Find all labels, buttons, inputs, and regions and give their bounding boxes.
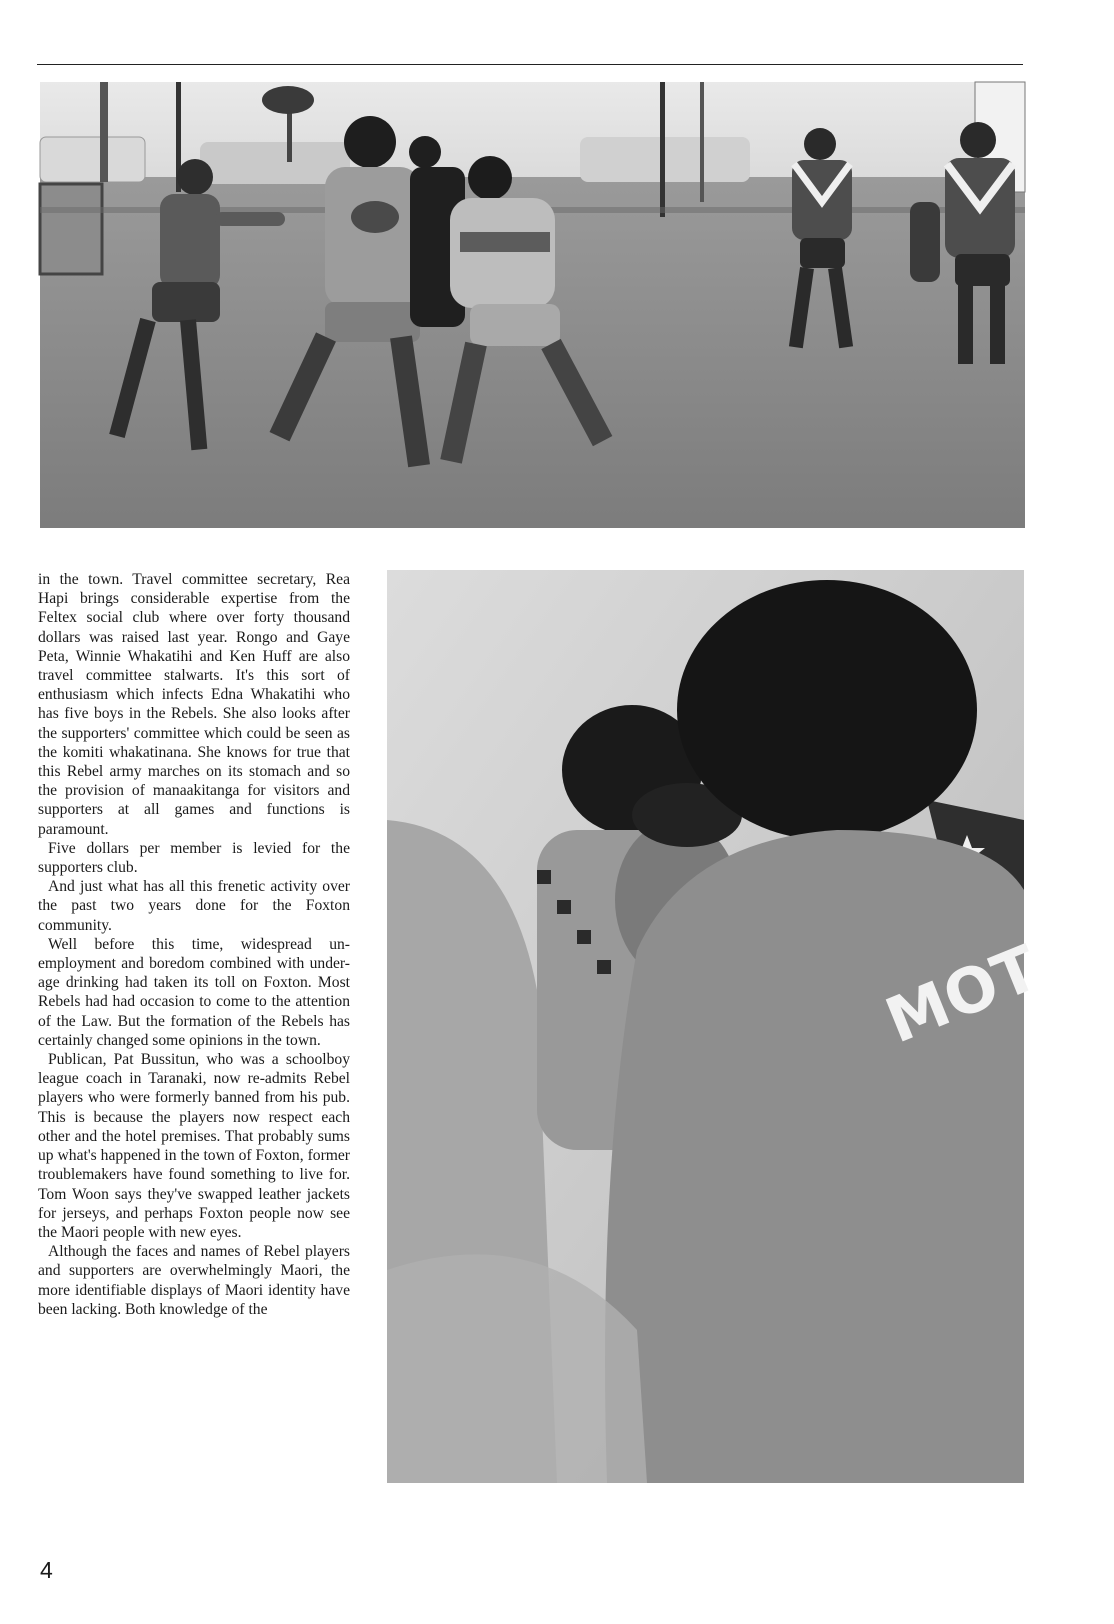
rugby-match-illustration [40,82,1025,528]
article-paragraph: Publican, Pat Bussitun, who was a schoolboy league coach in Taranaki, now re-admits Rebel players who were formerly banned from his pub. This is because the players now respect each other and the hotel premises. That probably sums up what's happened in the town of Foxton, former troublemakers have found something to live for. Tom Woon says they've swapped leather jackets for jerseys, and perhaps Foxton people now see the Maori people with new eyes. [38,1051,350,1241]
article-paragraph: in the town. Travel committee secretary, Rea Hapi brings considerable expertise from the Feltex social club where over forty thousand dollars was raised last year. Rongo and Gaye Peta, Winnie Whakatihi and Ken Huff are also travel committee stalwarts. It's this sort of enthusiasm which infects Edna Whakatihi who has five boys in the Rebels. She also looks after the supporters' committee which could be seen as the komiti whakatinana. She knows for true that this Rebel army marches on its stomach and so the provision of manaakitanga for visitors and supporters at all games and functions is paramount. [38,571,350,838]
article-paragraph: Well before this time, widespread unemployment and boredom combined with under-age drinking had taken its toll on Foxton. Most Rebels had had occasion to come to the attention of the Law. But the formation of the Rebels has certainly changed some opinions in the town. [38,935,350,1049]
players-huddle-illustration [387,570,1049,1483]
top-rule [37,64,1023,65]
article-paragraph: And just what has all this frenetic activity over the past two years done for the Foxton community. [38,878,350,934]
article-paragraph: Although the faces and names of Rebel players and supporters are overwhelmingly Maori, the more identifiable displays of Maori identity have been lacking. Both knowledge of the [38,1243,350,1318]
article-column [38,570,350,1319]
players-huddle-photo [387,570,1049,1483]
page-number: 4 [40,1557,53,1583]
jersey-lettering: MOT [875,931,1049,1058]
article-paragraph: Five dollars per member is levied for the supporters club. [38,839,350,877]
rugby-match-photo [40,82,1025,528]
